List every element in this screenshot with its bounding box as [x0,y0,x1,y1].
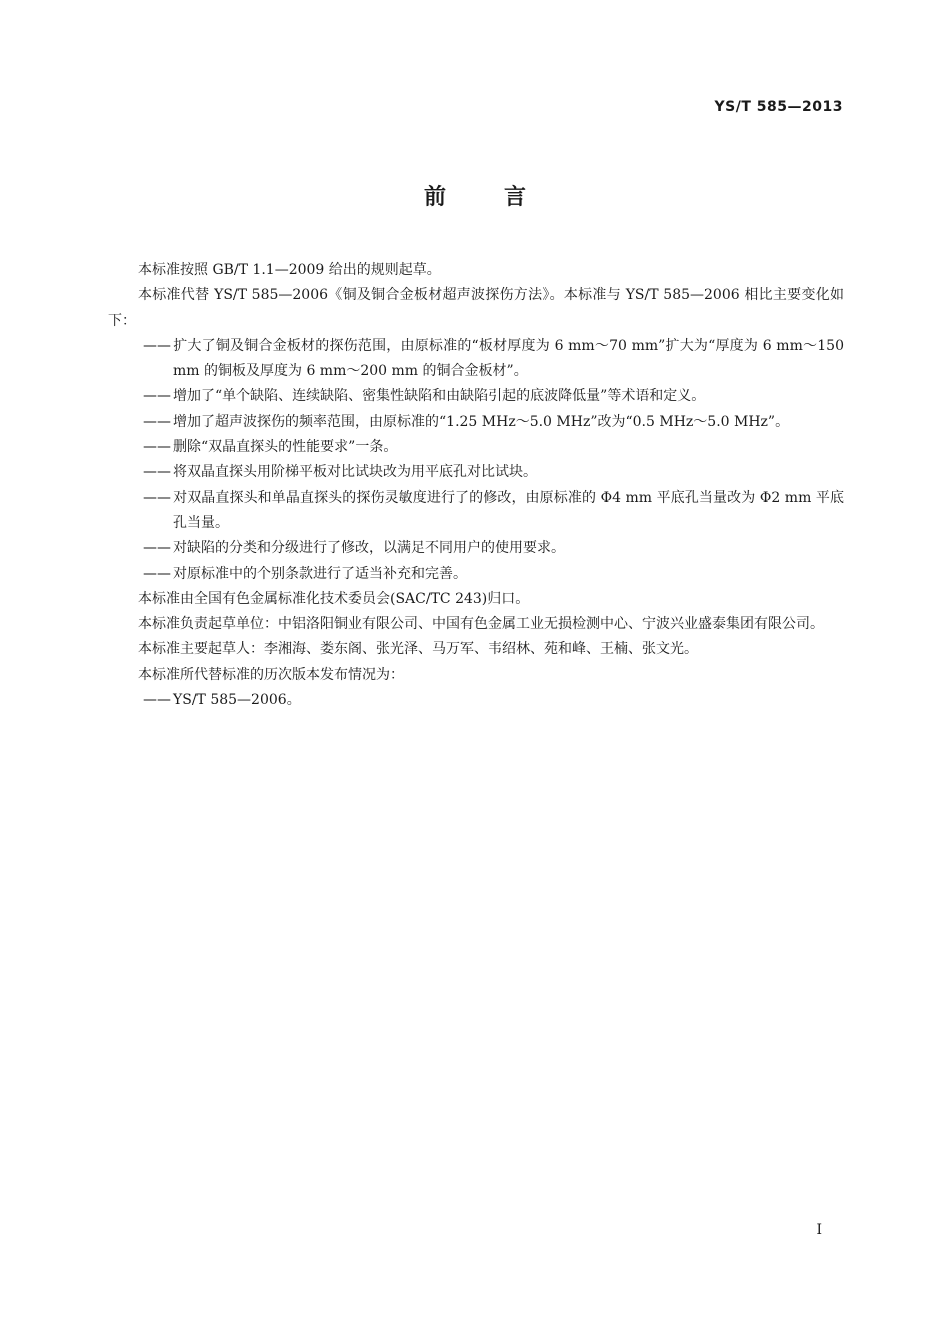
foreword-body [108,258,844,713]
standard-code: YS/T 585—2013 [714,99,843,115]
list-item: —— 删除“双晶直探头的性能要求”一条。 [143,439,398,456]
list-item: —— 增加了“单个缺陷、连续缺陷、密集性缺陷和由缺陷引起的底波降低量”等术语和定义。 [143,388,706,405]
paragraph: 本标准按照 GB/T 1.1—2009 给出的规则起草。 [138,262,441,278]
page-title: 前言 [423,185,584,210]
list-item: —— YS/T 585—2006。 [143,692,301,709]
list-item: —— 扩大了铜及铜合金板材的探伤范围，由原标准的“板材厚度为 6 mm～70 mm”扩大为“厚度为 6 mm～150 mm 的铜板及厚度为 6 mm～200 mm 的铜合金板材”。 [143,337,844,380]
paragraph: 本标准代替 YS/T 585—2006《铜及铜合金板材超声波探伤方法》。本标准与 YS/T 585—2006 相比主要变化如下： [108,287,844,329]
paragraph: 本标准负责起草单位：中铝洛阳铜业有限公司、中国有色金属工业无损检测中心、宁波兴业盛泰集团有限公司。 [138,616,824,633]
list-item: —— 对双晶直探头和单晶直探头的探伤灵敏度进行了的修改，由原标准的 Φ4 mm 平底孔当量改为 Φ2 mm 平底孔当量。 [143,489,844,531]
page-number: I [816,1222,822,1238]
paragraph: 本标准由全国有色金属标准化技术委员会(SAC/TC 243)归口。 [138,590,530,607]
paragraph: 本标准所代替标准的历次版本发布情况为： [138,666,404,683]
list-item: —— 将双晶直探头用阶梯平板对比试块改为用平底孔对比试块。 [143,464,537,481]
list-item: —— 增加了超声波探伤的频率范围，由原标准的“1.25 MHz～5.0 MHz”改为“0.5 MHz～5.0 MHz”。 [143,413,790,430]
list-item: —— 对原标准中的个别条款进行了适当补充和完善。 [143,565,467,582]
paragraph: 本标准主要起草人：李湘海、娄东阁、张光泽、马万军、韦绍林、苑和峰、王楠、张文光。 [138,641,698,658]
list-item: —— 对缺陷的分类和分级进行了修改，以满足不同用户的使用要求。 [143,540,565,557]
